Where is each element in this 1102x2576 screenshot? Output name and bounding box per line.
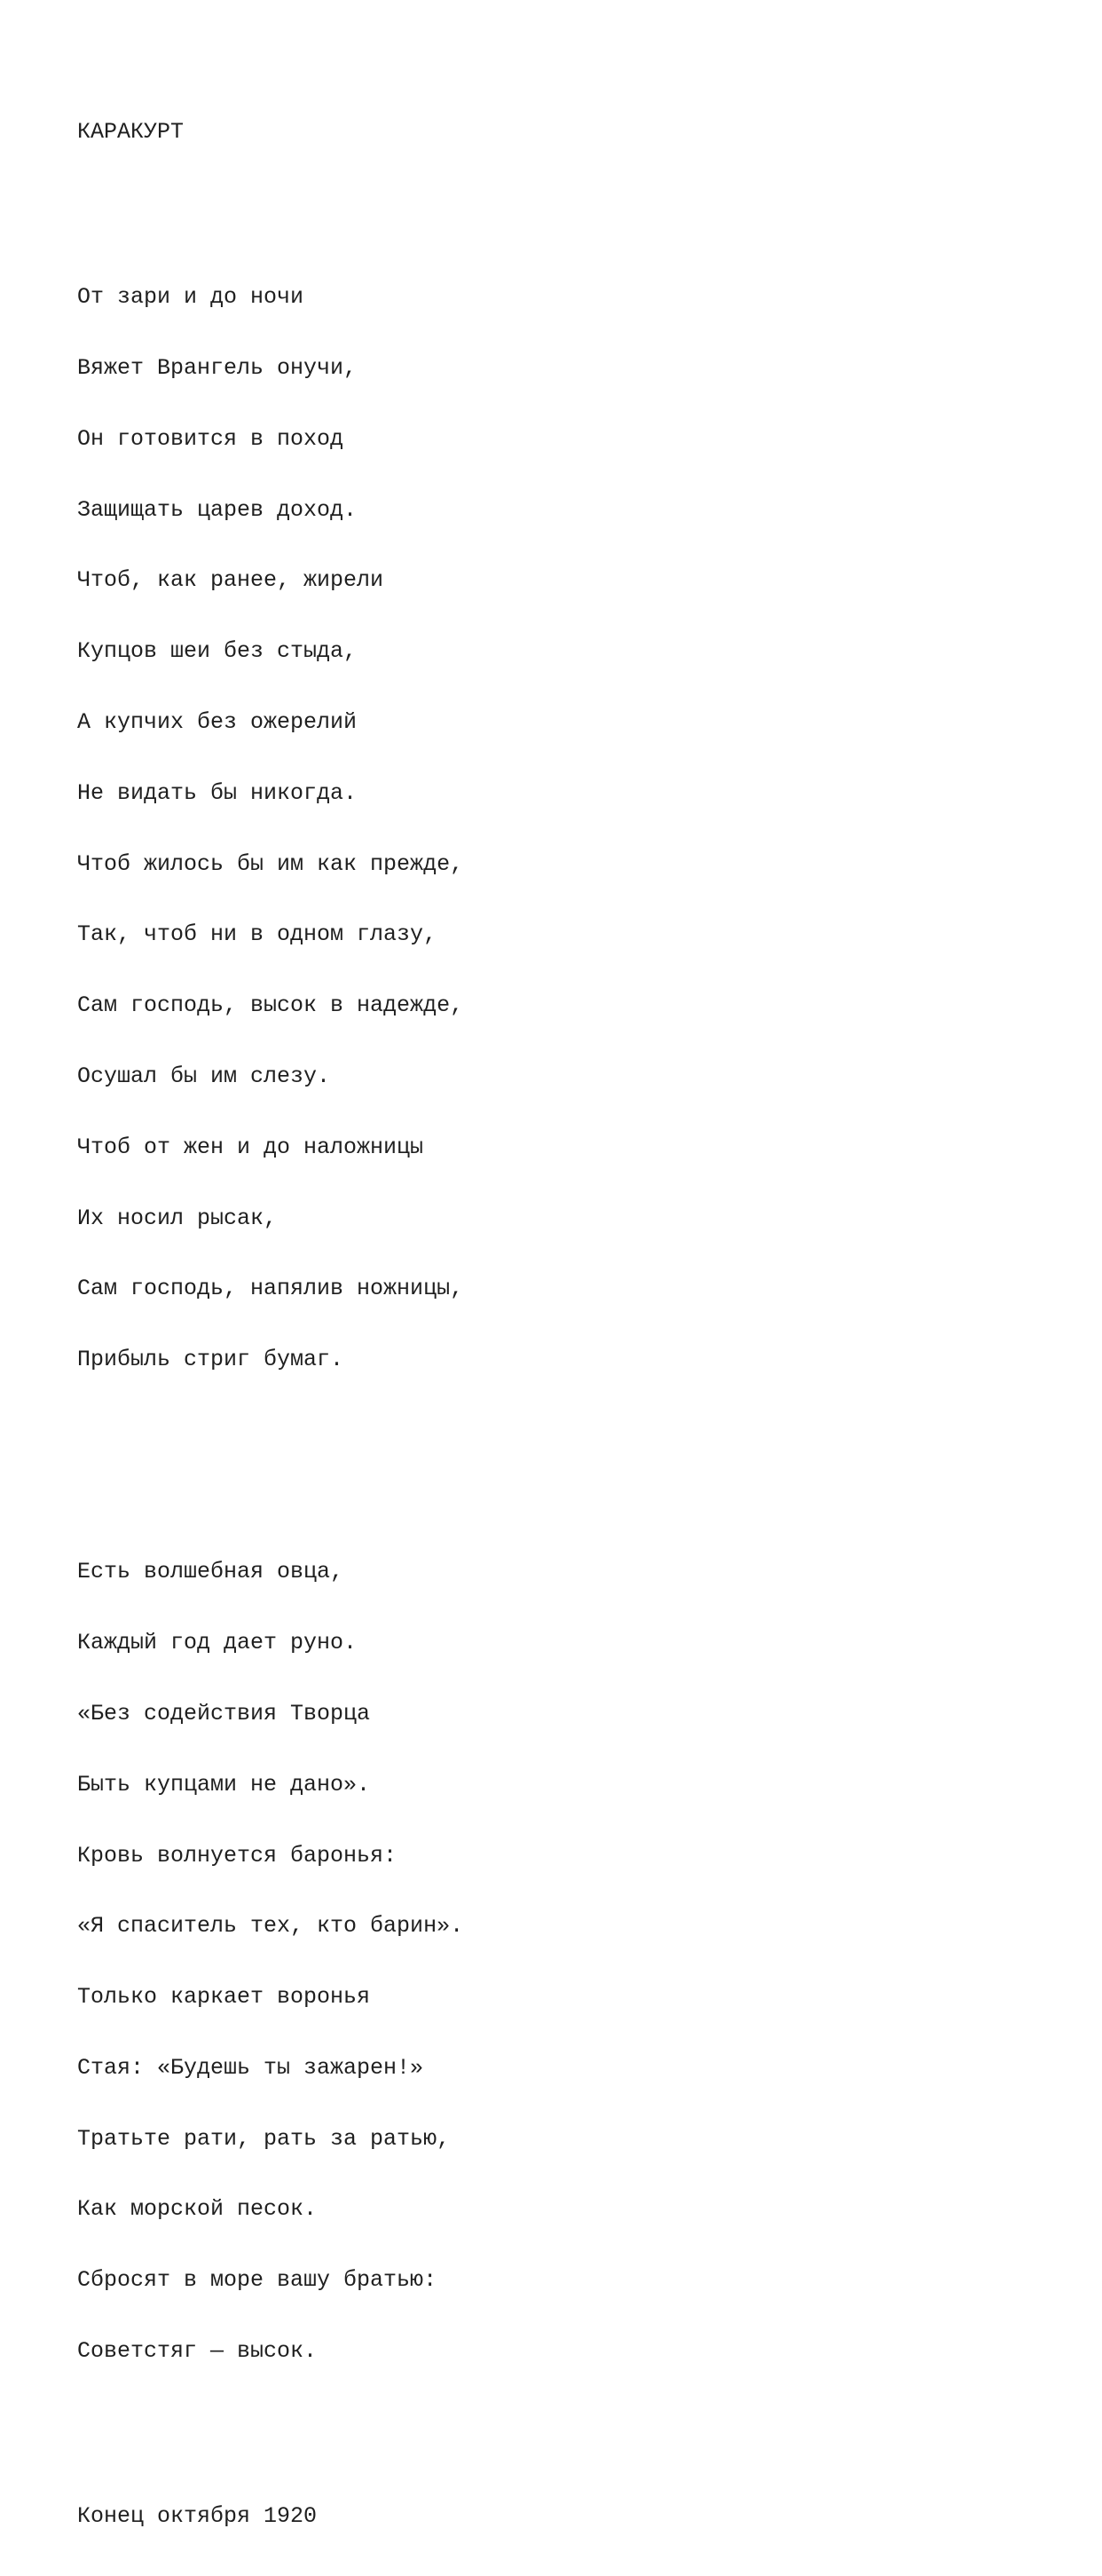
poem-line: «Без содействия Творца [77, 1700, 371, 1727]
poem-line: Только каркает воронья [77, 1984, 371, 2011]
poem-line: Осушал бы им слезу. [77, 1063, 331, 1089]
poem-line: Кровь волнуется баронья: [77, 1842, 398, 1869]
poem-line: «Я спаситель тех, кто барин». [77, 1913, 464, 1940]
poem-line: А купчих без ожерелий [77, 709, 358, 736]
poem-line: Сбросят в море вашу братью: [77, 2267, 437, 2294]
poem-line: Чтоб, как ранее, жирели [77, 567, 384, 594]
poem-line: Не видать бы никогда. [77, 779, 358, 806]
stanza-2 [77, 1513, 463, 2411]
poem-line: Стая: «Будешь ты зажарен!» [77, 2054, 424, 2081]
poem-line: Чтоб от жен и до наложницы [77, 1134, 424, 1160]
poem-line: Он готовится в поход [77, 425, 344, 452]
poem-line: Тратьте рати, рать за ратью, [77, 2125, 451, 2152]
poem-text [77, 74, 463, 2576]
poem-line: Сам господь, высок в надежде, [77, 992, 464, 1019]
poem-line: Есть волшебная овца, [77, 1559, 344, 1585]
poem-line: Как морской песок. [77, 2196, 318, 2223]
poem-line: Так, чтоб ни в одном глазу, [77, 921, 437, 948]
poem-line: Прибыль стриг бумаг. [77, 1347, 344, 1373]
poem-line: Вяжет Врангель онучи, [77, 355, 358, 382]
poem-line: Чтоб жилось бы им как прежде, [77, 850, 464, 877]
poem-line: От зари и до ночи [77, 284, 304, 311]
poem-line: Защищать царев доход. [77, 496, 358, 523]
poem-line: Их носил рысак, [77, 1205, 278, 1231]
poem-line: Сам господь, напялив ножницы, [77, 1276, 464, 1302]
poem-line: Быть купцами не дано». [77, 1771, 371, 1798]
stanza-1 [77, 239, 463, 1419]
poem-line: Купцов шеи без стыда, [77, 638, 358, 665]
poem-date: Конец октября 1920 [77, 2503, 318, 2530]
poem-line: Советстяг — высок. [77, 2338, 318, 2364]
poem-title: КАРАКУРТ [77, 119, 185, 146]
poem-line: Каждый год дает руно. [77, 1630, 358, 1656]
